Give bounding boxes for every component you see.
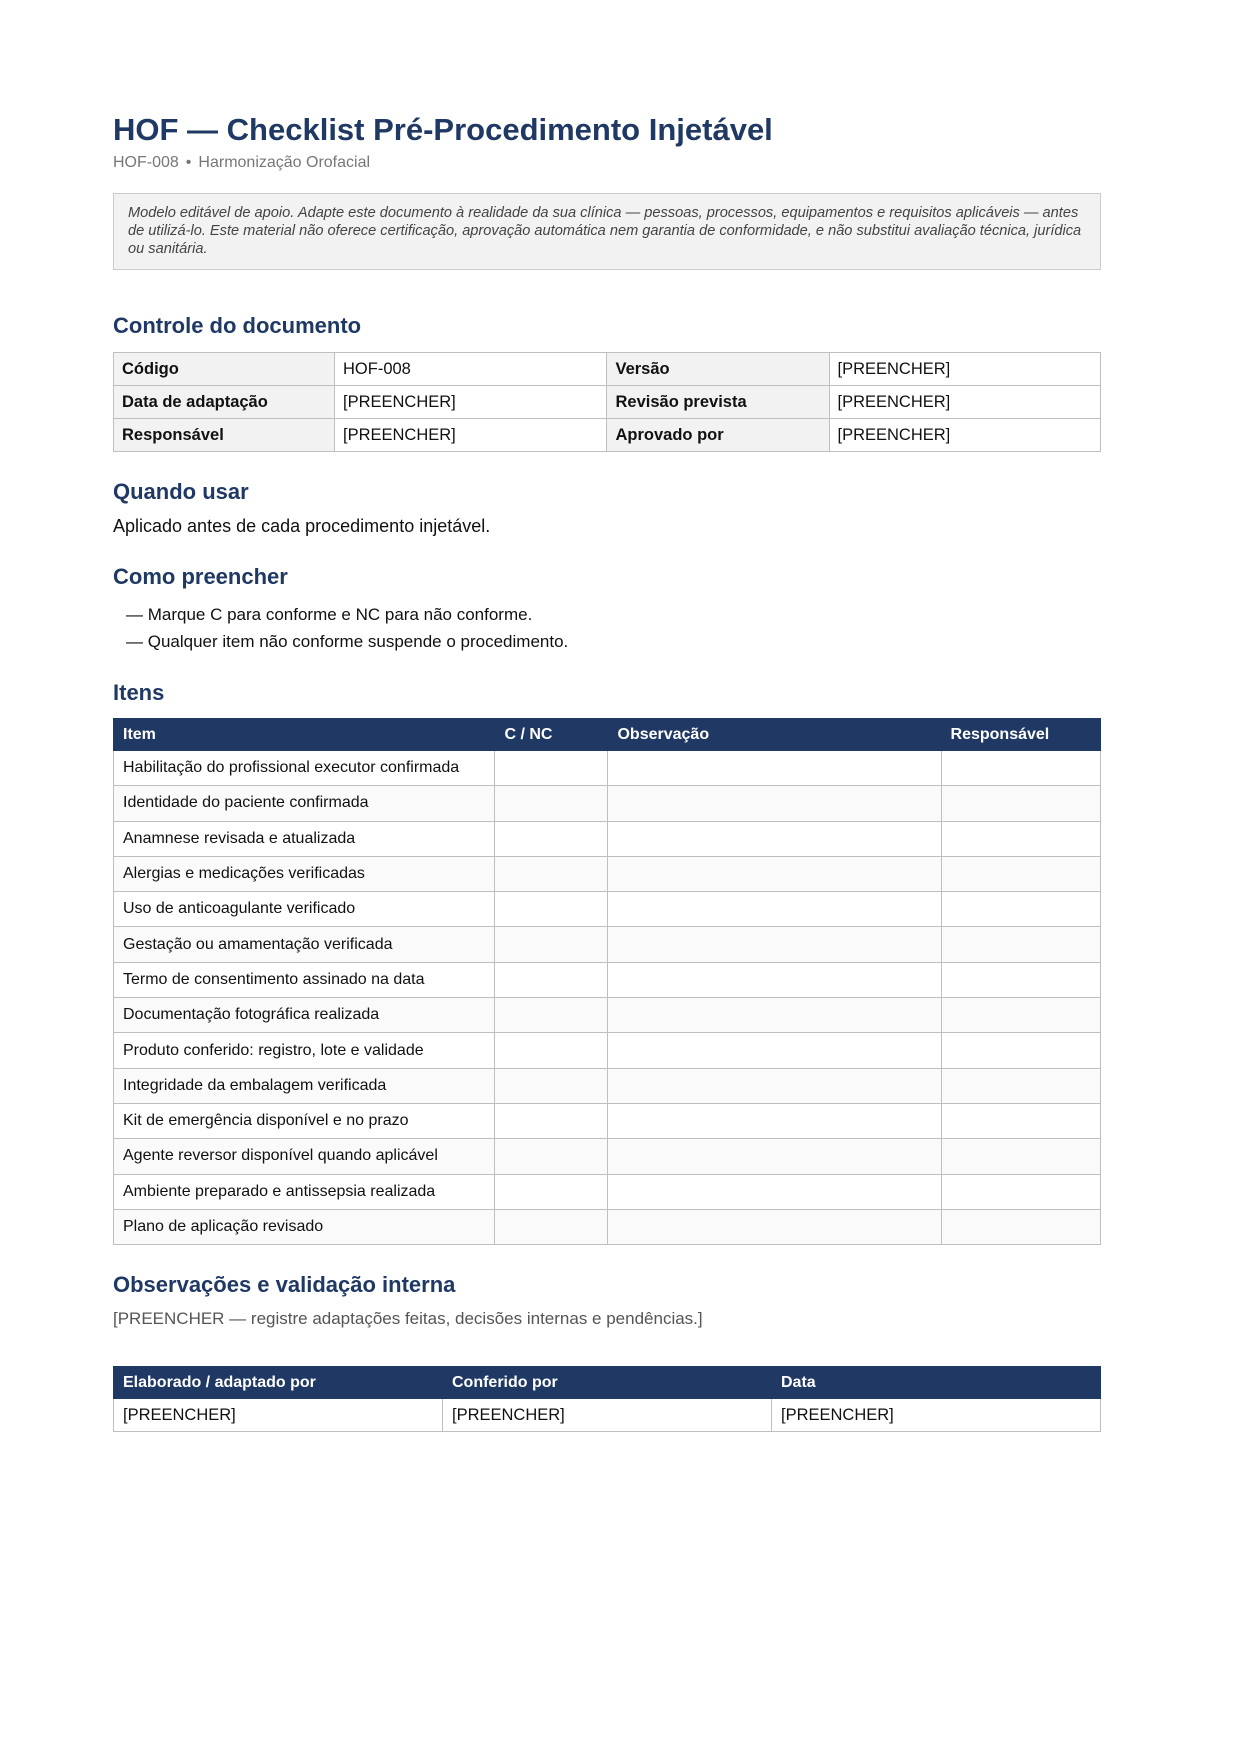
items-header-row xyxy=(114,719,1101,751)
checklist-status-cell[interactable] xyxy=(495,856,608,891)
checklist-status-cell[interactable] xyxy=(495,1068,608,1103)
checklist-item-label: Anamnese revisada e atualizada xyxy=(114,821,495,856)
checklist-item-label: Uso de anticoagulante verificado xyxy=(114,892,495,927)
signoff-header-row xyxy=(114,1367,1101,1399)
checklist-row xyxy=(114,1139,1101,1174)
checklist-responsible-cell[interactable] xyxy=(941,856,1100,891)
checklist-item-label: Agente reversor disponível quando aplicável xyxy=(114,1139,495,1174)
checklist-status-cell[interactable] xyxy=(495,821,608,856)
checklist-observation-cell[interactable] xyxy=(608,892,941,927)
checklist-responsible-cell[interactable] xyxy=(941,1209,1100,1244)
checklist-row xyxy=(114,786,1101,821)
checklist-responsible-cell[interactable] xyxy=(941,821,1100,856)
column-header-date: Data xyxy=(772,1367,1101,1399)
checklist-responsible-cell[interactable] xyxy=(941,892,1100,927)
checklist-item-label: Ambiente preparado e antissepsia realizada xyxy=(114,1174,495,1209)
how-heading: Como preencher xyxy=(113,564,288,589)
column-header-observation: Observação xyxy=(608,719,941,751)
checklist-responsible-cell[interactable] xyxy=(941,1033,1100,1068)
checklist-item-label: Kit de emergência disponível e no prazo xyxy=(114,1103,495,1138)
control-value[interactable]: [PREENCHER] xyxy=(829,419,1101,452)
control-label: Código xyxy=(114,353,335,386)
control-label: Data de adaptação xyxy=(114,386,335,419)
checklist-status-cell[interactable] xyxy=(495,751,608,786)
document-category: Harmonização Orofacial xyxy=(198,154,371,171)
checklist-row xyxy=(114,962,1101,997)
when-text: Aplicado antes de cada procedimento injetável. xyxy=(113,516,491,536)
checklist-observation-cell[interactable] xyxy=(608,1103,941,1138)
checklist-observation-cell[interactable] xyxy=(608,998,941,1033)
control-value[interactable]: [PREENCHER] xyxy=(829,353,1101,386)
checklist-row xyxy=(114,1209,1101,1244)
checklist-observation-cell[interactable] xyxy=(608,1174,941,1209)
checklist-observation-cell[interactable] xyxy=(608,962,941,997)
column-header-checked-by: Conferido por xyxy=(443,1367,772,1399)
checklist-responsible-cell[interactable] xyxy=(941,1139,1100,1174)
checklist-observation-cell[interactable] xyxy=(608,1068,941,1103)
checklist-responsible-cell[interactable] xyxy=(941,1174,1100,1209)
signoff-checked-by[interactable]: [PREENCHER] xyxy=(443,1399,772,1432)
how-step: — Qualquer item não conforme suspende o procedimento. xyxy=(126,632,569,651)
checklist-item-label: Gestação ou amamentação verificada xyxy=(114,927,495,962)
checklist-row xyxy=(114,1033,1101,1068)
checklist-observation-cell[interactable] xyxy=(608,821,941,856)
items-heading: Itens xyxy=(113,680,165,705)
checklist-observation-cell[interactable] xyxy=(608,786,941,821)
control-value[interactable]: [PREENCHER] xyxy=(335,419,607,452)
checklist-status-cell[interactable] xyxy=(495,927,608,962)
checklist-item-label: Alergias e medicações verificadas xyxy=(114,856,495,891)
checklist-observation-cell[interactable] xyxy=(608,751,941,786)
checklist-responsible-cell[interactable] xyxy=(941,1068,1100,1103)
signoff-table xyxy=(113,1366,1101,1432)
checklist-observation-cell[interactable] xyxy=(608,1209,941,1244)
control-row xyxy=(114,353,1101,386)
checklist-status-cell[interactable] xyxy=(495,786,608,821)
checklist-item-label: Produto conferido: registro, lote e validade xyxy=(114,1033,495,1068)
checklist-item-label: Identidade do paciente confirmada xyxy=(114,786,495,821)
control-label: Aprovado por xyxy=(607,419,829,452)
control-value[interactable]: [PREENCHER] xyxy=(829,386,1101,419)
checklist-row xyxy=(114,998,1101,1033)
column-header-prepared-by: Elaborado / adaptado por xyxy=(114,1367,443,1399)
control-value[interactable]: HOF-008 xyxy=(335,353,607,386)
checklist-observation-cell[interactable] xyxy=(608,927,941,962)
checklist-status-cell[interactable] xyxy=(495,998,608,1033)
checklist-status-cell[interactable] xyxy=(495,962,608,997)
checklist-status-cell[interactable] xyxy=(495,1209,608,1244)
checklist-row xyxy=(114,927,1101,962)
checklist-row xyxy=(114,1103,1101,1138)
checklist-row xyxy=(114,1068,1101,1103)
checklist-responsible-cell[interactable] xyxy=(941,962,1100,997)
how-step: — Marque C para conforme e NC para não conforme. xyxy=(126,605,533,624)
signoff-date[interactable]: [PREENCHER] xyxy=(772,1399,1101,1432)
checklist-row xyxy=(114,892,1101,927)
disclaimer-notice: Modelo editável de apoio. Adapte este documento à realidade da sua clínica — pessoas, processos, equipamentos e requisitos aplicáveis — antes de utilizá-lo. Este material não oferece certificação, aprovação automática nem garantia de conformidade, e não substitui avaliação técnica, jurídica ou sanitária. xyxy=(113,193,1101,270)
checklist-item-label: Habilitação do profissional executor confirmada xyxy=(114,751,495,786)
observations-text[interactable]: [PREENCHER — registre adaptações feitas, decisões internas e pendências.] xyxy=(113,1309,703,1329)
checklist-row xyxy=(114,751,1101,786)
control-label: Revisão prevista xyxy=(607,386,829,419)
column-header-responsible: Responsável xyxy=(941,719,1100,751)
checklist-status-cell[interactable] xyxy=(495,1033,608,1068)
items-body xyxy=(114,751,1101,1245)
checklist-responsible-cell[interactable] xyxy=(941,927,1100,962)
checklist-status-cell[interactable] xyxy=(495,892,608,927)
checklist-responsible-cell[interactable] xyxy=(941,998,1100,1033)
subtitle-separator: • xyxy=(185,154,192,171)
signoff-row xyxy=(114,1399,1101,1432)
items-table xyxy=(113,718,1101,1245)
column-header-status: C / NC xyxy=(495,719,608,751)
checklist-row xyxy=(114,821,1101,856)
checklist-item-label: Documentação fotográfica realizada xyxy=(114,998,495,1033)
control-row xyxy=(114,386,1101,419)
column-header-item: Item xyxy=(114,719,495,751)
when-heading: Quando usar xyxy=(113,479,249,504)
control-value[interactable]: [PREENCHER] xyxy=(335,386,607,419)
document-code: HOF-008 xyxy=(113,154,179,171)
checklist-row xyxy=(114,856,1101,891)
checklist-observation-cell[interactable] xyxy=(608,856,941,891)
checklist-observation-cell[interactable] xyxy=(608,1033,941,1068)
checklist-responsible-cell[interactable] xyxy=(941,786,1100,821)
control-label: Responsável xyxy=(114,419,335,452)
signoff-prepared-by[interactable]: [PREENCHER] xyxy=(114,1399,443,1432)
observations-heading: Observações e validação interna xyxy=(113,1272,456,1298)
control-row xyxy=(114,419,1101,452)
checklist-item-label: Termo de consentimento assinado na data xyxy=(114,962,495,997)
document-subtitle xyxy=(113,152,1101,174)
checklist-responsible-cell[interactable] xyxy=(941,1103,1100,1138)
checklist-status-cell[interactable] xyxy=(495,1103,608,1138)
control-heading: Controle do documento xyxy=(113,313,362,338)
control-table xyxy=(113,352,1101,452)
checklist-row xyxy=(114,1174,1101,1209)
checklist-status-cell[interactable] xyxy=(495,1139,608,1174)
checklist-item-label: Integridade da embalagem verificada xyxy=(114,1068,495,1103)
checklist-observation-cell[interactable] xyxy=(608,1139,941,1174)
checklist-responsible-cell[interactable] xyxy=(941,751,1100,786)
checklist-status-cell[interactable] xyxy=(495,1174,608,1209)
checklist-item-label: Plano de aplicação revisado xyxy=(114,1209,495,1244)
how-steps xyxy=(113,601,1101,655)
control-label: Versão xyxy=(607,353,829,386)
document-title: HOF — Checklist Pré-Procedimento Injetável xyxy=(113,112,773,147)
